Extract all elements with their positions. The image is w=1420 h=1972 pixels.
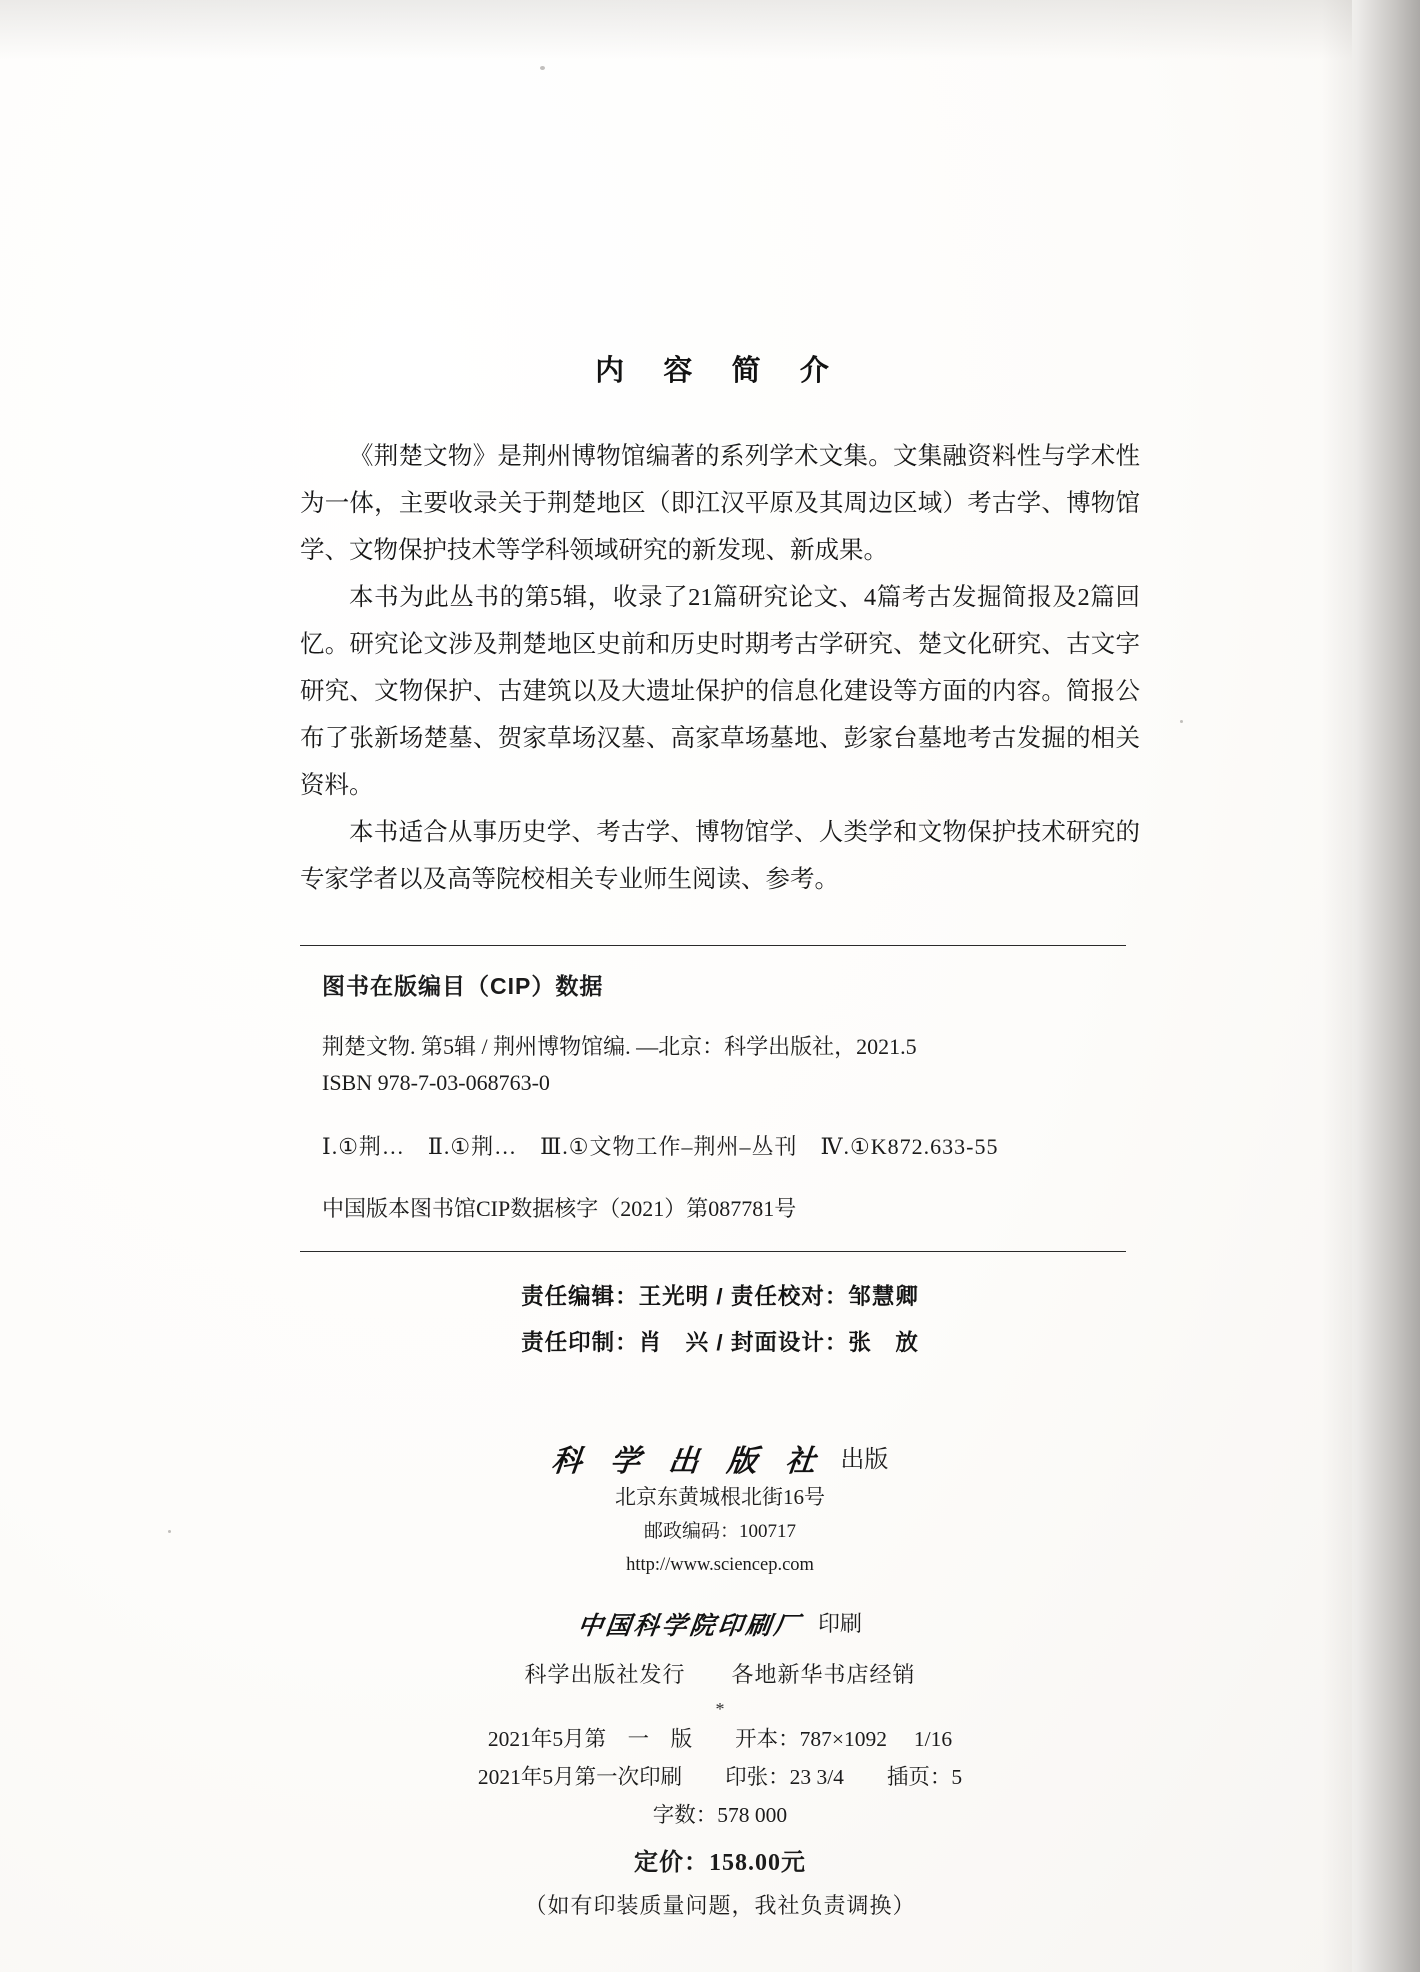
page-gutter-shadow: [1322, 0, 1420, 1972]
staff-credit-line-1: 责任编辑：王光明 / 责任校对：邹慧卿: [521, 1284, 919, 1309]
staff-credits: [300, 1274, 1140, 1366]
publisher-postcode: 邮政编码：100717: [643, 1521, 796, 1542]
printer-logo-wordmark: 中国科学院印刷厂: [576, 1611, 804, 1640]
publisher-address: 北京东黄城根北街16号: [615, 1485, 825, 1509]
publisher-url: http://www.sciencep.com: [626, 1555, 814, 1575]
scan-speck: [1180, 720, 1183, 723]
staff-credit-line-2: 责任印制：肖 兴 / 封面设计：张 放: [521, 1330, 919, 1355]
cip-divider-top: [300, 945, 1126, 946]
printer-row: [300, 1606, 1140, 1642]
publisher-logo-wordmark: 科 学 出 版 社: [549, 1444, 826, 1479]
summary-paragraph-2: 本书为此丛书的第5辑，收录了21篇研究论文、4篇考古发掘简报及2篇回忆。研究论文涉及荆楚地区史前和历史时期考古学研究、楚文化研究、古文字研究、文物保护、古建筑以及大遗址保护的信息化建设等方面的内容。简报公布了张新场楚墓、贺家草场汉墓、高家草场墓地、彭家台墓地考古发掘的相关资料。: [300, 584, 1140, 799]
cip-divider-bottom: [300, 1251, 1126, 1252]
section-heading: 内 容 简 介: [595, 355, 845, 387]
summary-paragraph-3: 本书适合从事历史学、考古学、博物馆学、人类学和文物保护技术研究的专家学者以及高等院校相关专业师生阅读、参考。: [300, 819, 1140, 893]
printer-suffix: 印刷: [818, 1611, 863, 1636]
summary-paragraph-1: 《荆楚文物》是荆州博物馆编著的系列学术文集。文集融资料性与学术性为一体，主要收录关于荆楚地区（即江汉平原及其周边区域）考古学、博物馆学、文物保护技术等学科领域研究的新发现、新成果。: [300, 443, 1140, 564]
colophon-page: [300, 0, 1140, 1920]
publisher-row: [300, 1436, 1140, 1480]
print-spec-line-1: 2021年5月第 一 版 开本：787×1092 1/16: [487, 1727, 953, 1751]
price-line: 定价：158.00元: [634, 1850, 806, 1876]
cip-entry-line-2: ISBN 978-7-03-068763-0: [322, 1070, 550, 1095]
quality-notice: （如有印装质量问题，我社负责调换）: [524, 1893, 916, 1918]
distribution-line: 科学出版社发行 各地新华书店经销: [524, 1662, 916, 1687]
cip-classification: Ⅰ.①荆… Ⅱ.①荆… Ⅲ.①文物工作–荆州–丛刊 Ⅳ.①K872.633-55: [322, 1134, 999, 1159]
cip-title: 图书在版编目（CIP）数据: [322, 973, 604, 999]
scan-speck: [168, 1530, 171, 1533]
separator-asterisk: *: [715, 1699, 725, 1719]
print-spec-line-2: 2021年5月第一次印刷 印张：23 3/4 插页：5: [477, 1765, 963, 1789]
cip-entry-line-1: 荆楚文物. 第5辑 / 荆州博物馆编. —北京：科学出版社，2021.5: [322, 1034, 917, 1059]
cip-cataloging-number: 中国版本图书馆CIP数据核字（2021）第087781号: [322, 1196, 797, 1221]
publisher-suffix: 出版: [840, 1447, 889, 1473]
print-spec-line-3: 字数：578 000: [652, 1803, 788, 1827]
